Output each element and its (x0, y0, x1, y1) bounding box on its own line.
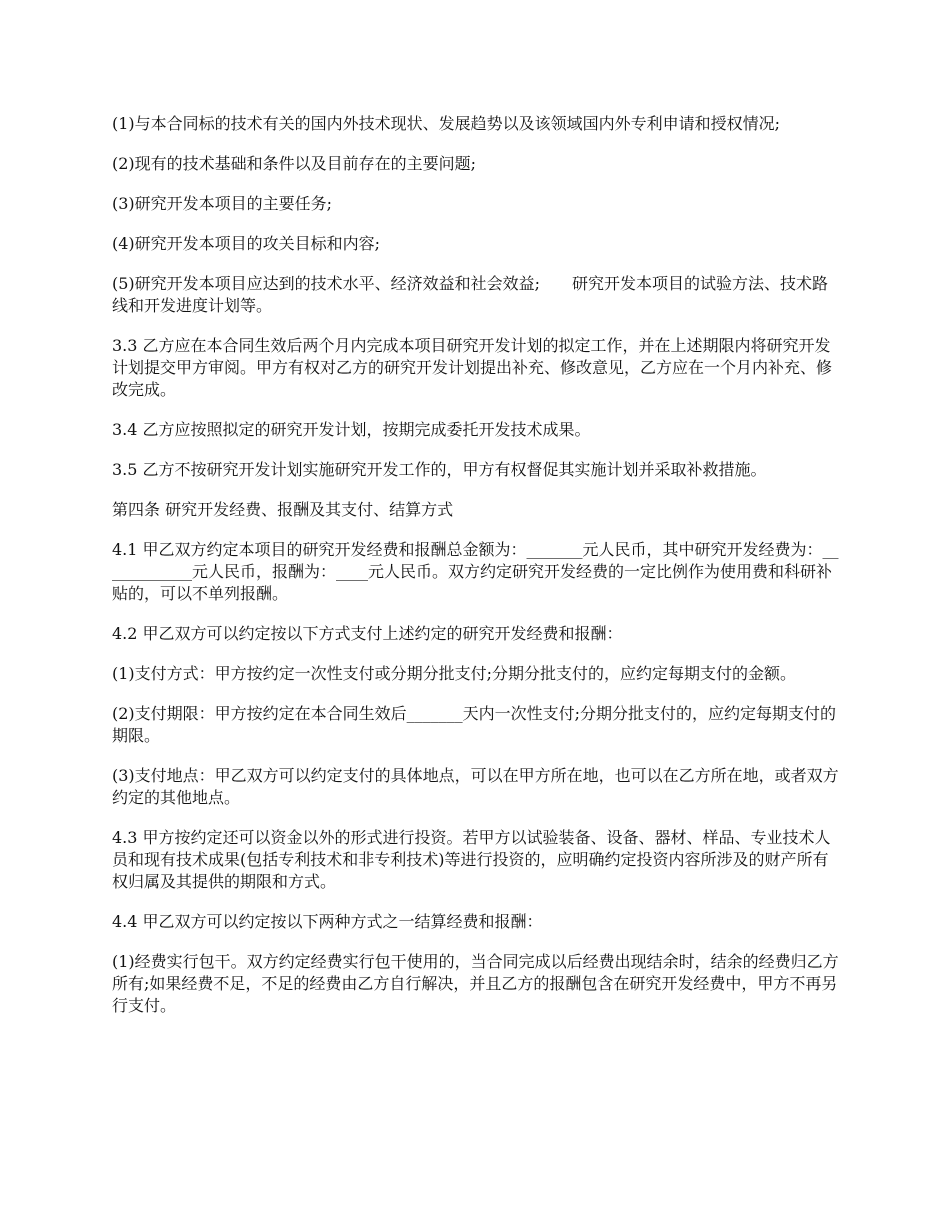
paragraph-3-5: 3.5 乙方不按研究开发计划实施研究开发工作的，甲方有权督促其实施计划并采取补救措施。 (112, 460, 767, 479)
paragraph-2: (2)现有的技术基础和条件以及目前存在的主要问题; (112, 154, 477, 173)
paragraph-4-3: 4.3 甲方按约定还可以资金以外的形式进行投资。若甲方以试验装备、设备、器材、样品、专业技术人员和现有技术成果(包括专利技术和非专利技术)等进行投资的，应明确约定投资内容所涉及的财产所有权归属及其提供的期限和方式。 (112, 828, 831, 891)
paragraph-4-4: 4.4 甲乙双方可以约定按以下两种方式之一结算经费和报酬： (112, 912, 543, 931)
paragraph-3-3: 3.3 乙方应在本合同生效后两个月内完成本项目研究开发计划的拟定工作，并在上述期限内将研究开发计划提交甲方审阅。甲方有权对乙方的研究开发计划提出补充、修改意见，乙方应在一个月内补充、修改完成。 (112, 336, 833, 399)
paragraph-4-2: 4.2 甲乙双方可以约定按以下方式支付上述约定的研究开发经费和报酬： (112, 624, 623, 643)
payment-location: (3)支付地点：甲乙双方可以约定支付的具体地点，可以在甲方所在地，也可以在乙方所在地，或者双方约定的其他地点。 (112, 766, 839, 807)
paragraph-4: (4)研究开发本项目的攻关目标和内容; (112, 234, 381, 253)
payment-term: (2)支付期限：甲方按约定在本合同生效后_______天内一次性支付;分期分批支付的，应约定每期支付的期限。 (112, 704, 837, 745)
paragraph-3: (3)研究开发本项目的主要任务; (112, 194, 333, 213)
document-body (112, 113, 842, 1035)
section-heading-4: 第四条 研究开发经费、报酬及其支付、结算方式 (112, 500, 454, 519)
paragraph-4-1: 4.1 甲乙双方约定本项目的研究开发经费和报酬总金额为：_______元人民币，其中研究开发经费为：____________元人民币，报酬为：____元人民币。双方约定研究开发经费的一定比例作为使用费和科研补贴的，可以不单列报酬。 (112, 540, 839, 603)
paragraph-1: (1)与本合同标的技术有关的国内外技术现状、发展趋势以及该领域国内外专利申请和授权情况; (112, 114, 781, 133)
paragraph-5: (5)研究开发本项目应达到的技术水平、经济效益和社会效益; 研究开发本项目的试验方法、技术路线和开发进度计划等。 (112, 274, 829, 315)
payment-method: (1)支付方式：甲方按约定一次性支付或分期分批支付;分期分批支付的，应约定每期支付的金额。 (112, 664, 797, 683)
settlement-lump-sum: (1)经费实行包干。双方约定经费实行包干使用的，当合同完成以后经费出现结余时，结余的经费归乙方所有;如果经费不足，不足的经费由乙方自行解决，并且乙方的报酬包含在研究开发经费中，甲方不再另行支付。 (112, 952, 839, 1015)
paragraph-3-4: 3.4 乙方应按照拟定的研究开发计划，按期完成委托开发技术成果。 (112, 420, 591, 439)
